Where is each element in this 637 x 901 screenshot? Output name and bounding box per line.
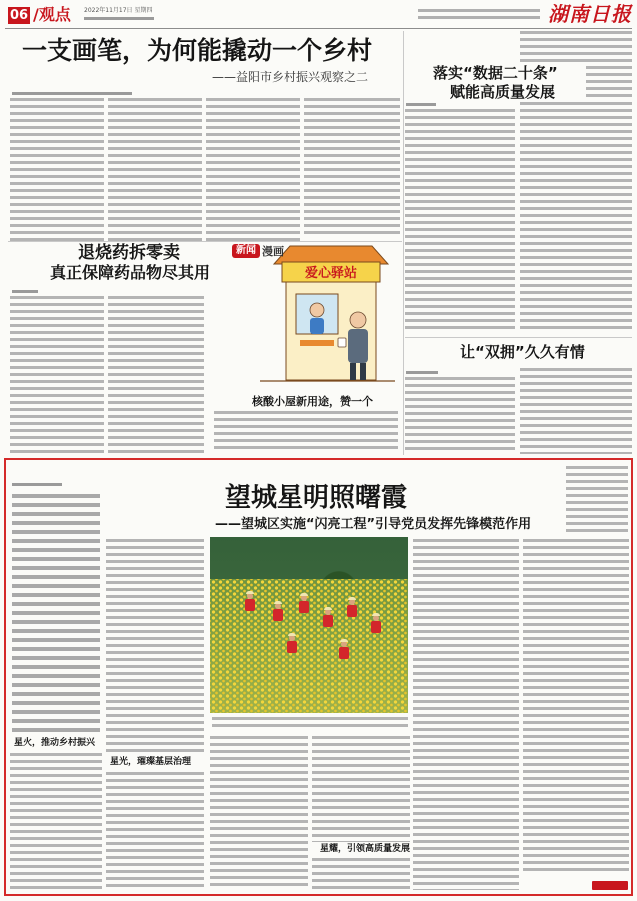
- party-member-figure: [298, 595, 310, 619]
- data-article-title-line2: 赋能高质量发展: [450, 83, 556, 101]
- resident-head: [350, 312, 366, 328]
- kiosk-sign-text: 爱心驿站: [304, 266, 358, 281]
- medicine-article-column: [10, 296, 104, 454]
- editor-credits: [84, 17, 154, 20]
- medicine-article-title-line1: 退烧药拆零卖: [78, 243, 180, 263]
- issue-date: 2022年11月17日 星期四: [84, 7, 153, 14]
- support-article-byline: [406, 371, 438, 374]
- feature-intro-column: [12, 494, 100, 734]
- feature-column: [312, 736, 410, 842]
- page-number: 06: [9, 8, 29, 23]
- medicine-article-byline: [12, 290, 38, 293]
- feature-column: [210, 736, 308, 890]
- support-article-title: 让“双拥”久久有情: [460, 343, 585, 361]
- feature-byline: [12, 483, 62, 486]
- feature-photo: [210, 537, 408, 713]
- feature-section-heading: 星光，璀璨基层治理: [110, 757, 192, 767]
- news-cartoon-label: 漫画: [262, 245, 284, 258]
- resident-leg: [360, 363, 366, 380]
- news-cartoon: [250, 240, 400, 392]
- cartoon-caption-text: [214, 411, 398, 453]
- news-cartoon-tag: 新闻: [232, 244, 260, 258]
- lead-article-column: [10, 98, 104, 241]
- section-divider: [405, 337, 632, 338]
- lead-article-subtitle: ——益阳市乡村振兴观察之二: [212, 70, 369, 84]
- party-member-figure: [286, 635, 298, 659]
- feature-column: [106, 772, 204, 890]
- resident-body: [348, 329, 368, 363]
- feature-photo-caption: [212, 717, 408, 731]
- staff-body: [310, 318, 324, 334]
- lead-article-byline: [12, 92, 132, 95]
- feature-column: [523, 539, 629, 875]
- cartoon-caption-title: 核酸小屋新用途，赞一个: [252, 395, 373, 408]
- lead-article-column: [108, 98, 202, 241]
- feature-column: [312, 858, 410, 890]
- medicine-article-title-line2: 真正保障药品物尽其用: [50, 263, 211, 282]
- data-article-column: [520, 102, 632, 333]
- party-member-figure: [322, 609, 334, 633]
- data-article-column: [405, 109, 515, 333]
- staff-head: [310, 303, 324, 317]
- medicine-article-column: [108, 296, 204, 454]
- masthead-divider: [5, 28, 632, 29]
- feature-column: [413, 539, 519, 890]
- lead-article-title: 一支画笔，为何能撬动一个乡村: [22, 36, 373, 65]
- page-corner-mark: [592, 881, 628, 890]
- data-article-column: [586, 66, 632, 98]
- party-member-figure: [272, 603, 284, 627]
- feature-section-heading: 星耀，引领高质量发展: [320, 844, 411, 854]
- support-article-column: [405, 377, 515, 454]
- feature-title: 望城星明照曙霞: [225, 483, 408, 513]
- feature-column: [10, 753, 102, 890]
- feature-section-heading: 星火，推动乡村振兴: [14, 738, 96, 748]
- data-article-byline: [406, 103, 436, 106]
- party-member-figure: [244, 593, 256, 617]
- section-name: /观点: [33, 5, 71, 24]
- newspaper-logo: 湖南日报: [548, 2, 632, 26]
- feature-column: [106, 539, 204, 753]
- kiosk-counter: [300, 340, 334, 346]
- resident-leg: [350, 363, 356, 380]
- lead-article-column: [206, 98, 300, 241]
- data-article-title-line1: 落实“数据二十条”: [433, 64, 558, 82]
- cup-icon: [338, 338, 346, 347]
- party-member-figure: [370, 615, 382, 639]
- feature-column: [566, 466, 628, 532]
- support-article-column: [520, 368, 632, 454]
- feature-subtitle: ——望城区实施“闪亮工程”引导党员发挥先锋模范作用: [215, 517, 532, 532]
- column-divider: [403, 31, 404, 455]
- kiosk-roof: [274, 246, 388, 264]
- lead-article-column: [304, 98, 400, 234]
- party-member-figure: [338, 641, 350, 665]
- data-article-column: [520, 31, 632, 62]
- masthead-info: [418, 16, 540, 19]
- party-member-figure: [346, 599, 358, 623]
- masthead-info: [418, 9, 540, 12]
